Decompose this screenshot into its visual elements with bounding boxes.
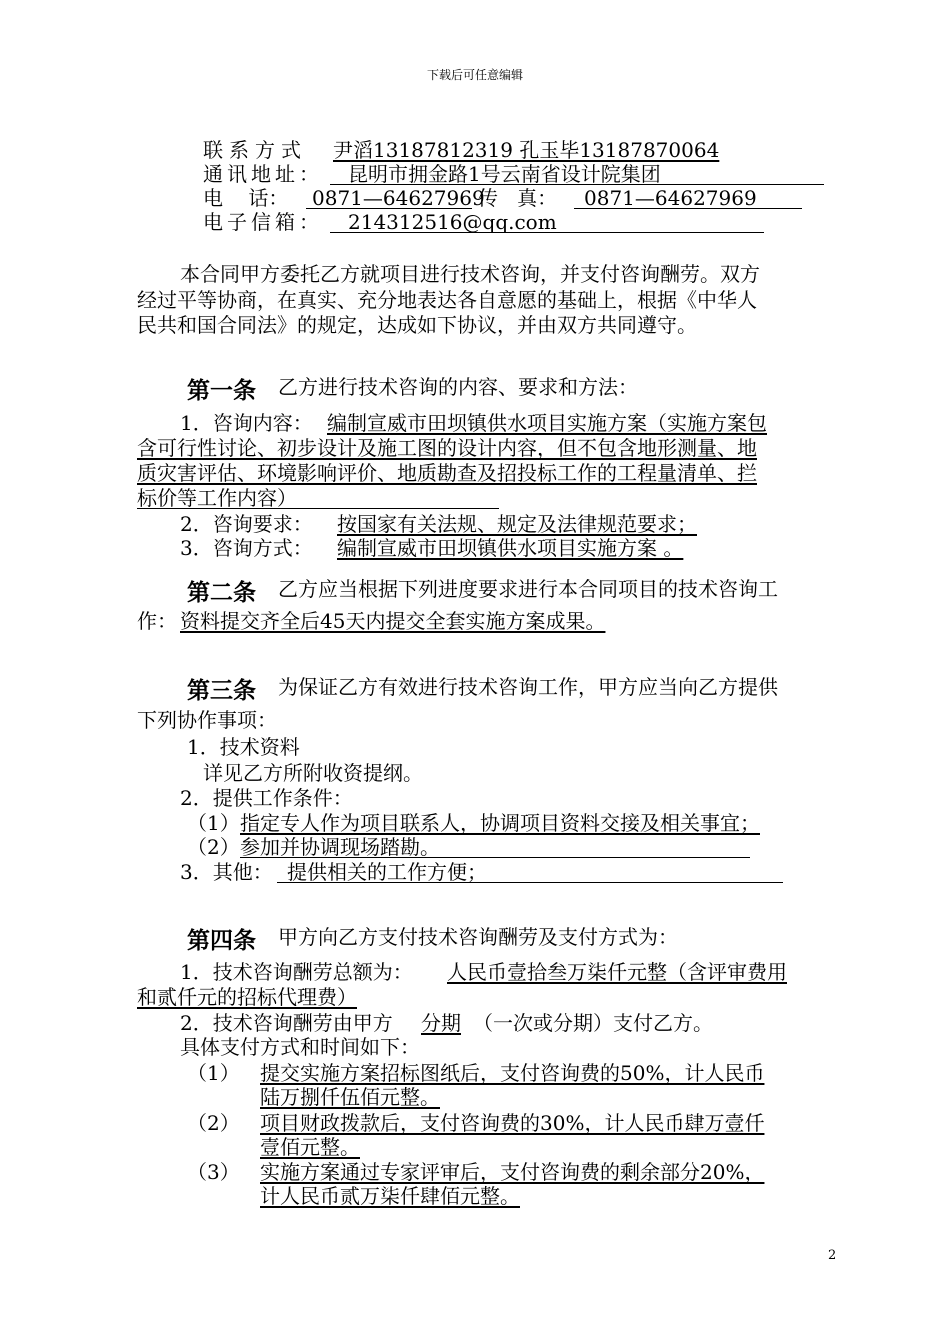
- article-1-title: 第一条: [187, 377, 256, 404]
- article-3-title: 第三条: [187, 677, 256, 704]
- page-number: 2: [828, 1248, 837, 1263]
- article-2-line-1: 乙方应当根据下列进度要求进行本合同项目的技术咨询工: [278, 577, 778, 601]
- article-1-item1-line-4: 标价等工作内容）: [137, 486, 499, 509]
- contact-fax-field: [574, 186, 802, 209]
- article-4-item1-value-2: 和贰仟元的招标代理费）: [137, 985, 357, 1009]
- article-4-title: 第四条: [187, 927, 256, 954]
- payment-3-label: （3）: [187, 1160, 240, 1184]
- contact-phone-field: [306, 186, 485, 210]
- article-3-line-2: 下列协作事项：: [137, 708, 277, 732]
- article-2-title: 第二条: [187, 579, 256, 606]
- contact-address-field: [330, 162, 824, 185]
- article-1-heading: 乙方进行技术咨询的内容、要求和方法：: [278, 375, 638, 399]
- article-1-item3-label: 3．咨询方式：: [180, 536, 313, 560]
- article-4-item1-label: 1．技术咨询酬劳总额为：: [180, 960, 413, 984]
- article-1-item2-value: 按国家有关法规、规定及法律规范要求；: [337, 512, 697, 536]
- article-1-item3-value: 编制宣威市田坝镇供水项目实施方案 。: [337, 536, 684, 560]
- article-2-line-2-prefix: 作：: [137, 609, 177, 633]
- article-3-item1: 1．技术资料: [187, 735, 300, 759]
- intro-line-2: 经过平等协商，在真实、充分地表达各自意愿的基础上，根据《中华人: [137, 288, 757, 312]
- page-header-note: 下载后可任意编辑: [426, 68, 523, 82]
- payment-1-label: （1）: [187, 1061, 240, 1085]
- article-3-sub2-value: 参加并协调现场踏勘。: [240, 835, 440, 859]
- article-4-item1-value-1: 人民币壹拾叁万柒仟元整（含评审费用: [447, 960, 787, 984]
- contact-method-value: 尹滔13187812319 孔玉毕13187870064: [333, 138, 720, 162]
- payment-1-line-1: 提交实施方案招标图纸后，支付咨询费的50%，计人民币: [260, 1061, 765, 1085]
- article-1-item1-line-2: 含可行性讨论、初步设计及施工图的设计内容，但不包含地形测量、地: [137, 436, 757, 460]
- article-3-sub2-field: [240, 835, 750, 858]
- intro-line-1: 本合同甲方委托乙方就项目进行技术咨询，并支付咨询酬劳。双方: [180, 262, 760, 286]
- contact-phone-value: 0871—64627969: [312, 186, 485, 210]
- article-3-item1-detail: 详见乙方所附收资提纲。: [203, 761, 423, 785]
- article-3-item2: 2．提供工作条件：: [180, 786, 353, 810]
- article-3-sub1-label: （1）: [187, 811, 240, 835]
- payment-2-line-2: 壹佰元整。: [260, 1135, 360, 1159]
- article-3-sub2-label: （2）: [187, 835, 240, 859]
- contact-fax-value: 0871—64627969: [584, 186, 757, 210]
- article-4-item2-prefix: 2．技术咨询酬劳由甲方: [180, 1011, 393, 1035]
- intro-line-3: 民共和国合同法》的规定，达成如下协议，并由双方共同遵守。: [137, 313, 697, 337]
- payment-3-line-2: 计人民币贰万柒仟肆佰元整。: [260, 1184, 520, 1208]
- article-3-item3-label: 3．其他：: [180, 860, 273, 884]
- contact-fax-label: 传 真：: [478, 186, 558, 210]
- article-1-item1-line-3: 质灾害评估、环境影响评价、地质勘查及招投标工作的工程量清单、拦: [137, 461, 757, 485]
- payment-2-line-1: 项目财政拨款后，支付咨询费的30%，计人民币肆万壹仟: [260, 1111, 765, 1135]
- contact-phone-label: 电 话：: [203, 186, 289, 210]
- contact-email-label: 电子信箱：: [203, 210, 323, 234]
- article-2-line-2-value: 资料提交齐全后45天内提交全套实施方案成果。: [180, 609, 606, 633]
- article-4-item2-suffix: （一次或分期）支付乙方。: [473, 1011, 713, 1035]
- contact-method-label: 联系方式: [203, 138, 307, 162]
- payment-1-line-2: 陆万捌仟伍佰元整。: [260, 1085, 440, 1109]
- article-1-item1-label: 1．咨询内容：: [180, 411, 313, 435]
- article-4-heading: 甲方向乙方支付技术咨询酬劳及支付方式为：: [278, 925, 678, 949]
- article-4-schedule-label: 具体支付方式和时间如下：: [180, 1035, 420, 1059]
- contact-email-value: 214312516@qq.com: [348, 210, 557, 234]
- article-3-line-1: 为保证乙方有效进行技术咨询工作，甲方应当向乙方提供: [278, 675, 778, 699]
- article-1-item2-label: 2．咨询要求：: [180, 512, 313, 536]
- article-3-sub1-value: 指定专人作为项目联系人，协调项目资料交接及相关事宜；: [240, 811, 760, 835]
- article-4-item2-value: 分期: [421, 1011, 461, 1035]
- article-3-item3-field: [277, 860, 783, 883]
- contact-address-label: 通讯地址：: [203, 162, 323, 186]
- payment-2-label: （2）: [187, 1111, 240, 1135]
- article-1-item1-line-1: 编制宣威市田坝镇供水项目实施方案（实施方案包: [327, 411, 767, 435]
- contact-address-value: 昆明市拥金路1号云南省设计院集团: [348, 162, 661, 186]
- contact-email-field: [330, 210, 764, 233]
- payment-3-line-1: 实施方案通过专家评审后，支付咨询费的剩余部分20%，: [260, 1160, 765, 1184]
- article-3-item3-value: 提供相关的工作方便；: [287, 860, 487, 884]
